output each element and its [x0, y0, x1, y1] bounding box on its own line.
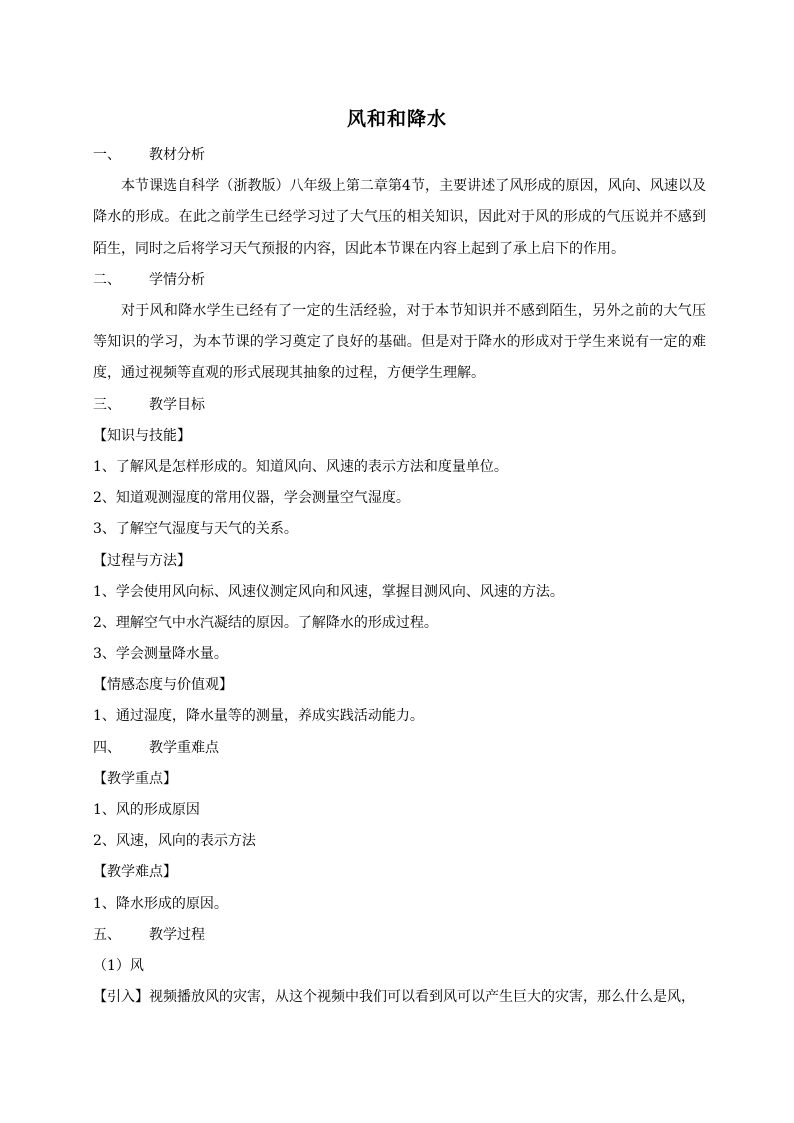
- subheading-difficulties: 【教学难点】: [93, 864, 177, 881]
- subheading-attitudes-values: 【情感态度与价值观】: [93, 677, 233, 694]
- section-heading-2: [93, 265, 706, 296]
- document-body: [93, 140, 706, 1013]
- section-title: 学情分析: [149, 271, 205, 288]
- subheading-key-points: 【教学重点】: [93, 770, 177, 787]
- list-item: 1、风的形成原因: [93, 802, 200, 819]
- list-item: 1、了解风是怎样形成的。知道风向、风速的表示方法和度量单位。: [93, 458, 508, 475]
- list-item: 2、风速，风向的表示方法: [93, 833, 256, 850]
- list-item: 2、知道观测湿度的常用仪器，学会测量空气湿度。: [93, 490, 410, 507]
- list-item: 3、学会测量降水量。: [93, 646, 228, 663]
- intro-paragraph: 【引入】视频播放风的灾害，从这个视频中我们可以看到风可以产生巨大的灾害，那么什么是风，: [93, 989, 695, 1006]
- section-paragraph-2: 对于风和降水学生已经有了一定的生活经验，对于本节知识并不感到陌生，另外之前的大气压等知识的学习，为本节课的学习奠定了良好的基础。但是对于降水的形成对于学生来说有一定的难度，通过视频等直观的形式展现其抽象的过程，方便学生理解。: [93, 302, 706, 382]
- section-number: 一、: [93, 147, 121, 163]
- section-number: 四、: [93, 739, 121, 756]
- subheading-knowledge-skills: 【知识与技能】: [93, 427, 191, 444]
- list-item: 1、学会使用风向标、风速仪测定风向和风速，掌握目测风向、风速的方法。: [93, 583, 564, 600]
- section-title: 教学目标: [149, 396, 205, 413]
- section-title: 教学重难点: [149, 739, 219, 756]
- section-number: 五、: [93, 926, 121, 943]
- section-heading-3: [93, 390, 706, 421]
- section-heading-4: [93, 733, 706, 764]
- section-title: 教材分析: [149, 147, 205, 163]
- list-item: 1、通过湿度，降水量等的测量，养成实践活动能力。: [93, 708, 424, 725]
- document-title: 风和和降水: [346, 108, 447, 130]
- section-paragraph-1: 本节课选自科学（浙教版）八年级上第二章第4节，主要讲述了风形成的原因，风向、风速以及降水的形成。在此之前学生已经学习过了大气压的相关知识，因此对于风的形成的气压说并不感到陌生，同时之后将学习天气预报的内容，因此本节课在内容上起到了承上启下的作用。: [93, 178, 706, 257]
- section-heading-1: [93, 140, 706, 171]
- list-item: 2、理解空气中水汽凝结的原因。了解降水的形成过程。: [93, 614, 438, 631]
- list-item: 3、了解空气湿度与天气的关系。: [93, 521, 298, 538]
- section-heading-5: [93, 920, 706, 951]
- section-number: 三、: [93, 396, 121, 413]
- section-number: 二、: [93, 271, 121, 288]
- section-title: 教学过程: [149, 926, 205, 943]
- subheading-process-methods: 【过程与方法】: [93, 552, 191, 569]
- subsection-label: （1）风: [93, 957, 144, 974]
- list-item: 1、降水形成的原因。: [93, 895, 228, 912]
